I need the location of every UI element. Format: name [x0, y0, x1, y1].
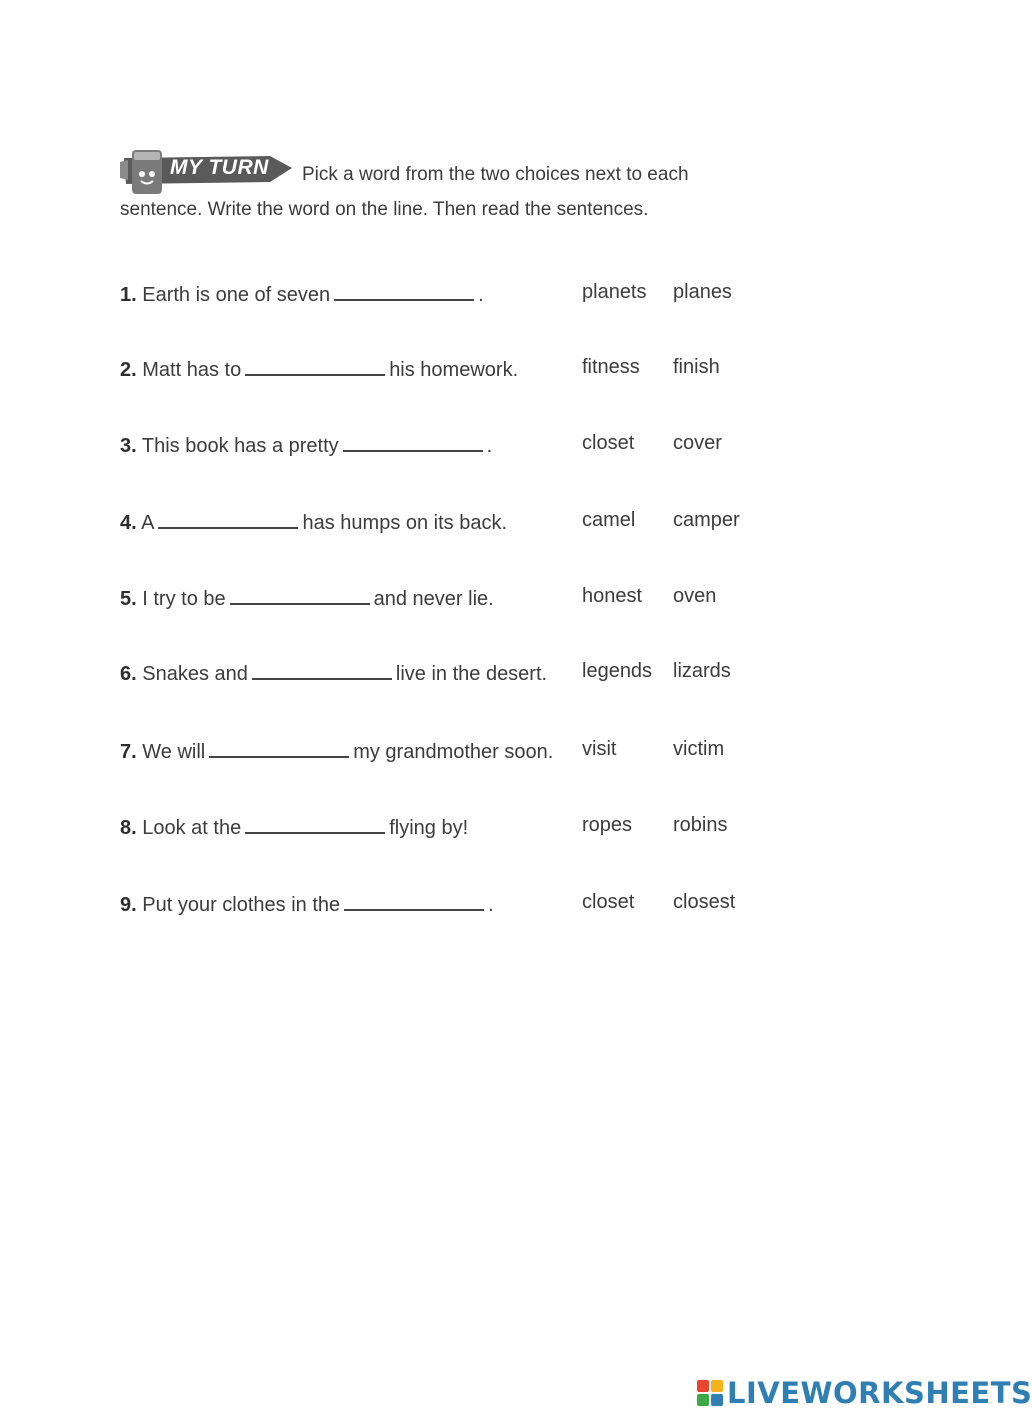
choice-a[interactable]: planets	[582, 281, 647, 303]
instruction-line-2: sentence. Write the word on the line. Then read the sentences.	[120, 199, 649, 220]
choice-b[interactable]: cover	[673, 432, 722, 454]
sentence-end: .	[486, 435, 493, 457]
logo-square-yellow	[711, 1380, 723, 1392]
choice-b[interactable]: victim	[673, 738, 725, 760]
question-9	[120, 891, 820, 927]
question-2	[120, 356, 820, 392]
question-sentence	[120, 432, 492, 458]
choice-a[interactable]: closet	[582, 891, 635, 913]
sentence-end: my grandmother soon.	[353, 741, 554, 763]
brand-name: LIVEWORKSHEETS	[727, 1376, 1032, 1410]
sentence-end: .	[478, 284, 484, 306]
question-4	[120, 509, 820, 545]
question-number: 4.	[120, 512, 137, 534]
sentence-start: Look at the	[142, 817, 242, 839]
question-number: 3.	[120, 435, 137, 457]
question-5	[120, 585, 820, 621]
question-3	[120, 432, 820, 468]
question-6	[120, 660, 820, 696]
question-7	[120, 738, 820, 774]
choice-b[interactable]: oven	[673, 585, 717, 607]
answer-blank[interactable]	[230, 585, 370, 605]
choice-a[interactable]: legends	[582, 660, 653, 682]
choice-b[interactable]: lizards	[673, 660, 731, 682]
answer-blank[interactable]	[344, 891, 484, 911]
answer-blank[interactable]	[209, 738, 349, 758]
sentence-start: This book has a pretty	[141, 435, 339, 457]
sentence-end: and never lie.	[373, 588, 494, 610]
question-number: 6.	[120, 663, 137, 685]
my-turn-label: MY TURN	[170, 156, 269, 179]
answer-blank[interactable]	[334, 281, 474, 301]
answer-blank[interactable]	[245, 814, 385, 834]
choice-a[interactable]: ropes	[582, 814, 633, 836]
instruction-line-1: Pick a word from the two choices next to each	[302, 164, 689, 185]
question-sentence	[120, 738, 553, 764]
sentence-start: We will	[142, 741, 206, 763]
answer-blank[interactable]	[252, 660, 392, 680]
choice-a[interactable]: fitness	[582, 356, 640, 378]
choice-a[interactable]: visit	[582, 738, 617, 760]
choice-a[interactable]: camel	[582, 509, 636, 531]
sentence-start: I try to be	[142, 588, 226, 610]
my-turn-badge	[120, 148, 296, 196]
sentence-start: A	[141, 512, 155, 534]
question-number: 8.	[120, 817, 137, 839]
question-number: 1.	[120, 284, 137, 306]
sentence-end: has humps on its back.	[302, 512, 508, 534]
question-sentence	[120, 891, 494, 917]
choice-b[interactable]: camper	[673, 509, 740, 531]
sentence-start: Matt has to	[142, 359, 242, 381]
logo-square-green	[697, 1394, 709, 1406]
liveworksheets-logo[interactable]	[697, 1376, 1032, 1410]
question-sentence	[120, 814, 468, 840]
question-sentence	[120, 356, 518, 382]
question-1	[120, 281, 820, 317]
choice-b[interactable]: planes	[673, 281, 732, 303]
question-number: 2.	[120, 359, 137, 381]
question-sentence	[120, 281, 484, 307]
choice-b[interactable]: finish	[673, 356, 720, 378]
sentence-end: live in the desert.	[395, 663, 548, 685]
sentence-end: .	[488, 894, 494, 916]
question-number: 9.	[120, 894, 137, 916]
question-sentence	[120, 509, 507, 535]
logo-square-blue	[711, 1394, 723, 1406]
question-8	[120, 814, 820, 850]
sentence-end: his homework.	[389, 359, 519, 381]
sentence-start: Earth is one of seven	[142, 284, 331, 306]
question-sentence	[120, 585, 494, 611]
choice-b[interactable]: closest	[673, 891, 736, 913]
question-number: 5.	[120, 588, 137, 610]
choice-a[interactable]: closet	[582, 432, 635, 454]
answer-blank[interactable]	[245, 356, 385, 376]
sentence-end: flying by!	[389, 817, 469, 839]
question-sentence	[120, 660, 547, 686]
sentence-start: Put your clothes in the	[142, 894, 341, 916]
sentence-start: Snakes and	[142, 663, 248, 685]
question-number: 7.	[120, 741, 137, 763]
logo-square-red	[697, 1380, 709, 1392]
answer-blank[interactable]	[343, 432, 483, 452]
answer-blank[interactable]	[158, 509, 298, 529]
choice-b[interactable]: robins	[673, 814, 728, 836]
logo-grid-icon	[697, 1380, 723, 1406]
choice-a[interactable]: honest	[582, 585, 643, 607]
instructions-header	[120, 148, 760, 226]
